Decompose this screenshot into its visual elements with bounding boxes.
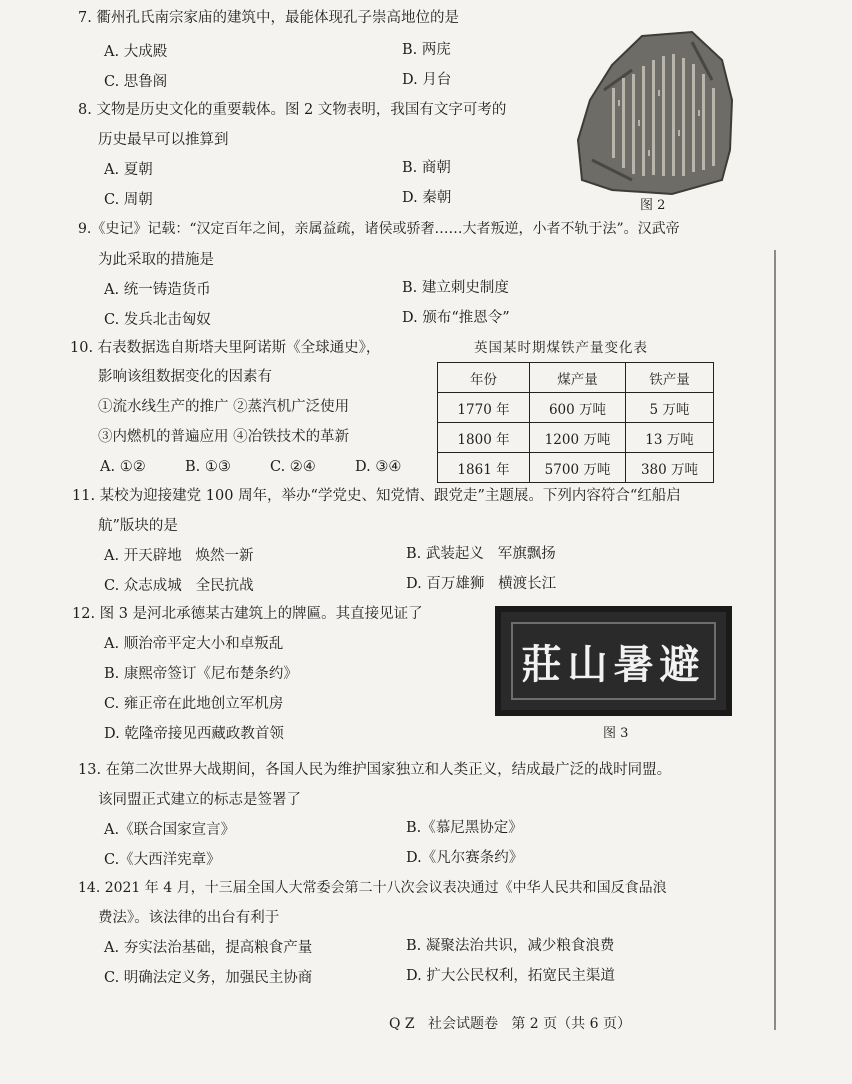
q8-option-a: A. 夏朝 (104, 162, 153, 178)
table-header-cell: 铁产量 (626, 363, 714, 393)
q8-option-d: D. 秦朝 (402, 190, 452, 206)
question-8-stem: 8. 文物是历史文化的重要载体。图 2 文物表明，我国有文字可考的 (78, 102, 507, 118)
q9-option-b: B. 建立刺史制度 (402, 280, 509, 296)
q14-option-c: C. 明确法定义务，加强民主协商 (104, 970, 313, 986)
question-8-continuation: 历史最早可以推算到 (98, 132, 229, 148)
q10-option-d: D. ③④ (355, 459, 402, 475)
table-cell: 1861 年 (438, 453, 530, 483)
figure-3-caption: 图 3 (603, 726, 629, 741)
table-cell: 5700 万吨 (530, 453, 626, 483)
question-10-continuation: 影响该组数据变化的因素有 (98, 369, 272, 385)
q8-option-b: B. 商朝 (402, 160, 451, 176)
oracle-bone-image (572, 30, 742, 198)
q8-option-c: C. 周朝 (104, 192, 153, 208)
q10-option-b: B. ①③ (185, 459, 231, 475)
q12-option-c: C. 雍正帝在此地创立军机房 (104, 696, 284, 712)
page-footer: Q Z 社会试题卷 第 2 页（共 6 页） (389, 1016, 631, 1032)
q12-option-a: A. 顺治帝平定大小和卓叛乱 (104, 636, 284, 652)
q7-option-b: B. 两庑 (402, 42, 451, 58)
bishu-shanzhuang-plaque (495, 606, 732, 716)
table-cell: 1800 年 (438, 423, 530, 453)
q11-option-c: C. 众志成城 全民抗战 (104, 578, 254, 594)
q14-option-d: D. 扩大公民权利，拓宽民主渠道 (406, 968, 615, 984)
question-13-continuation: 该同盟正式建立的标志是签署了 (98, 792, 301, 808)
figure-2-caption: 图 2 (640, 198, 666, 213)
question-11-continuation: 航”版块的是 (98, 518, 178, 534)
q7-option-d: D. 月台 (402, 72, 452, 88)
q11-option-b: B. 武装起义 军旗飘扬 (406, 546, 556, 562)
table-cell: 600 万吨 (530, 393, 626, 423)
page-edge-shadow (774, 250, 776, 1030)
q11-option-d: D. 百万雄狮 横渡长江 (406, 576, 557, 592)
q9-option-d: D. 颁布“推恩令” (402, 310, 510, 326)
q12-option-d: D. 乾隆帝接见西藏政教首领 (104, 726, 284, 742)
table-title: 英国某时期煤铁产量变化表 (474, 340, 648, 356)
q9-option-c: C. 发兵北击匈奴 (104, 312, 211, 328)
table-header-cell: 年份 (438, 363, 530, 393)
table-row (438, 423, 714, 453)
question-14-stem: 14. 2021 年 4 月，十三届全国人大常委会第二十八次会议表决通过《中华人民共和国反食品浪 (78, 880, 667, 896)
table-cell: 380 万吨 (626, 453, 714, 483)
table-cell: 1770 年 (438, 393, 530, 423)
q10-statements-3-4: ③内燃机的普遍应用 ④冶铁技术的革新 (98, 429, 350, 445)
q14-option-b: B. 凝聚法治共识，减少粮食浪费 (406, 938, 615, 954)
question-10-stem: 10. 右表数据选自斯塔夫里阿诺斯《全球通史》， (70, 340, 381, 356)
coal-iron-table (437, 362, 714, 483)
question-9-stem: 9.《史记》记载：“汉定百年之间，亲属益疏，诸侯或骄奢……大者叛逆，小者不轨于法”。汉武帝 (78, 221, 680, 237)
q9-option-a: A. 统一铸造货币 (104, 282, 211, 298)
table-cell: 1200 万吨 (530, 423, 626, 453)
table-row (438, 393, 714, 423)
question-9-continuation: 为此采取的措施是 (98, 252, 214, 268)
plaque-inscription: 莊山暑避 (521, 640, 706, 688)
table-header-row (438, 363, 714, 393)
q10-statements-1-2: ①流水线生产的推广 ②蒸汽机广泛使用 (98, 399, 350, 415)
question-11-stem: 11. 某校为迎接建党 100 周年，举办“学党史、知党情、跟党走”主题展。下列内容符合“红船启 (72, 488, 681, 504)
q7-option-c: C. 思鲁阁 (104, 74, 168, 90)
question-12-stem: 12. 图 3 是河北承德某古建筑上的牌匾。其直接见证了 (72, 606, 423, 622)
question-7-stem: 7. 衢州孔氏南宗家庙的建筑中，最能体现孔子崇高地位的是 (78, 10, 459, 26)
q11-option-a: A. 开天辟地 焕然一新 (104, 548, 254, 564)
table-cell: 13 万吨 (626, 423, 714, 453)
q14-option-a: A. 夯实法治基础，提高粮食产量 (104, 940, 313, 956)
q13-option-c: C.《大西洋宪章》 (104, 852, 221, 868)
table-row (438, 453, 714, 483)
table-cell: 5 万吨 (626, 393, 714, 423)
q13-option-b: B.《慕尼黑协定》 (406, 820, 523, 836)
q13-option-a: A.《联合国家宣言》 (104, 822, 236, 838)
question-13-stem: 13. 在第二次世界大战期间，各国人民为维护国家独立和人类正义，结成最广泛的战时同盟。 (78, 762, 672, 778)
q10-option-a: A. ①② (100, 459, 146, 475)
q12-option-b: B. 康熙帝签订《尼布楚条约》 (104, 666, 298, 682)
q7-option-a: A. 大成殿 (104, 44, 168, 60)
q10-option-c: C. ②④ (270, 459, 316, 475)
q13-option-d: D.《凡尔赛条约》 (406, 850, 524, 866)
table-header-cell: 煤产量 (530, 363, 626, 393)
question-14-continuation: 费法》。该法律的出台有利于 (98, 910, 280, 926)
